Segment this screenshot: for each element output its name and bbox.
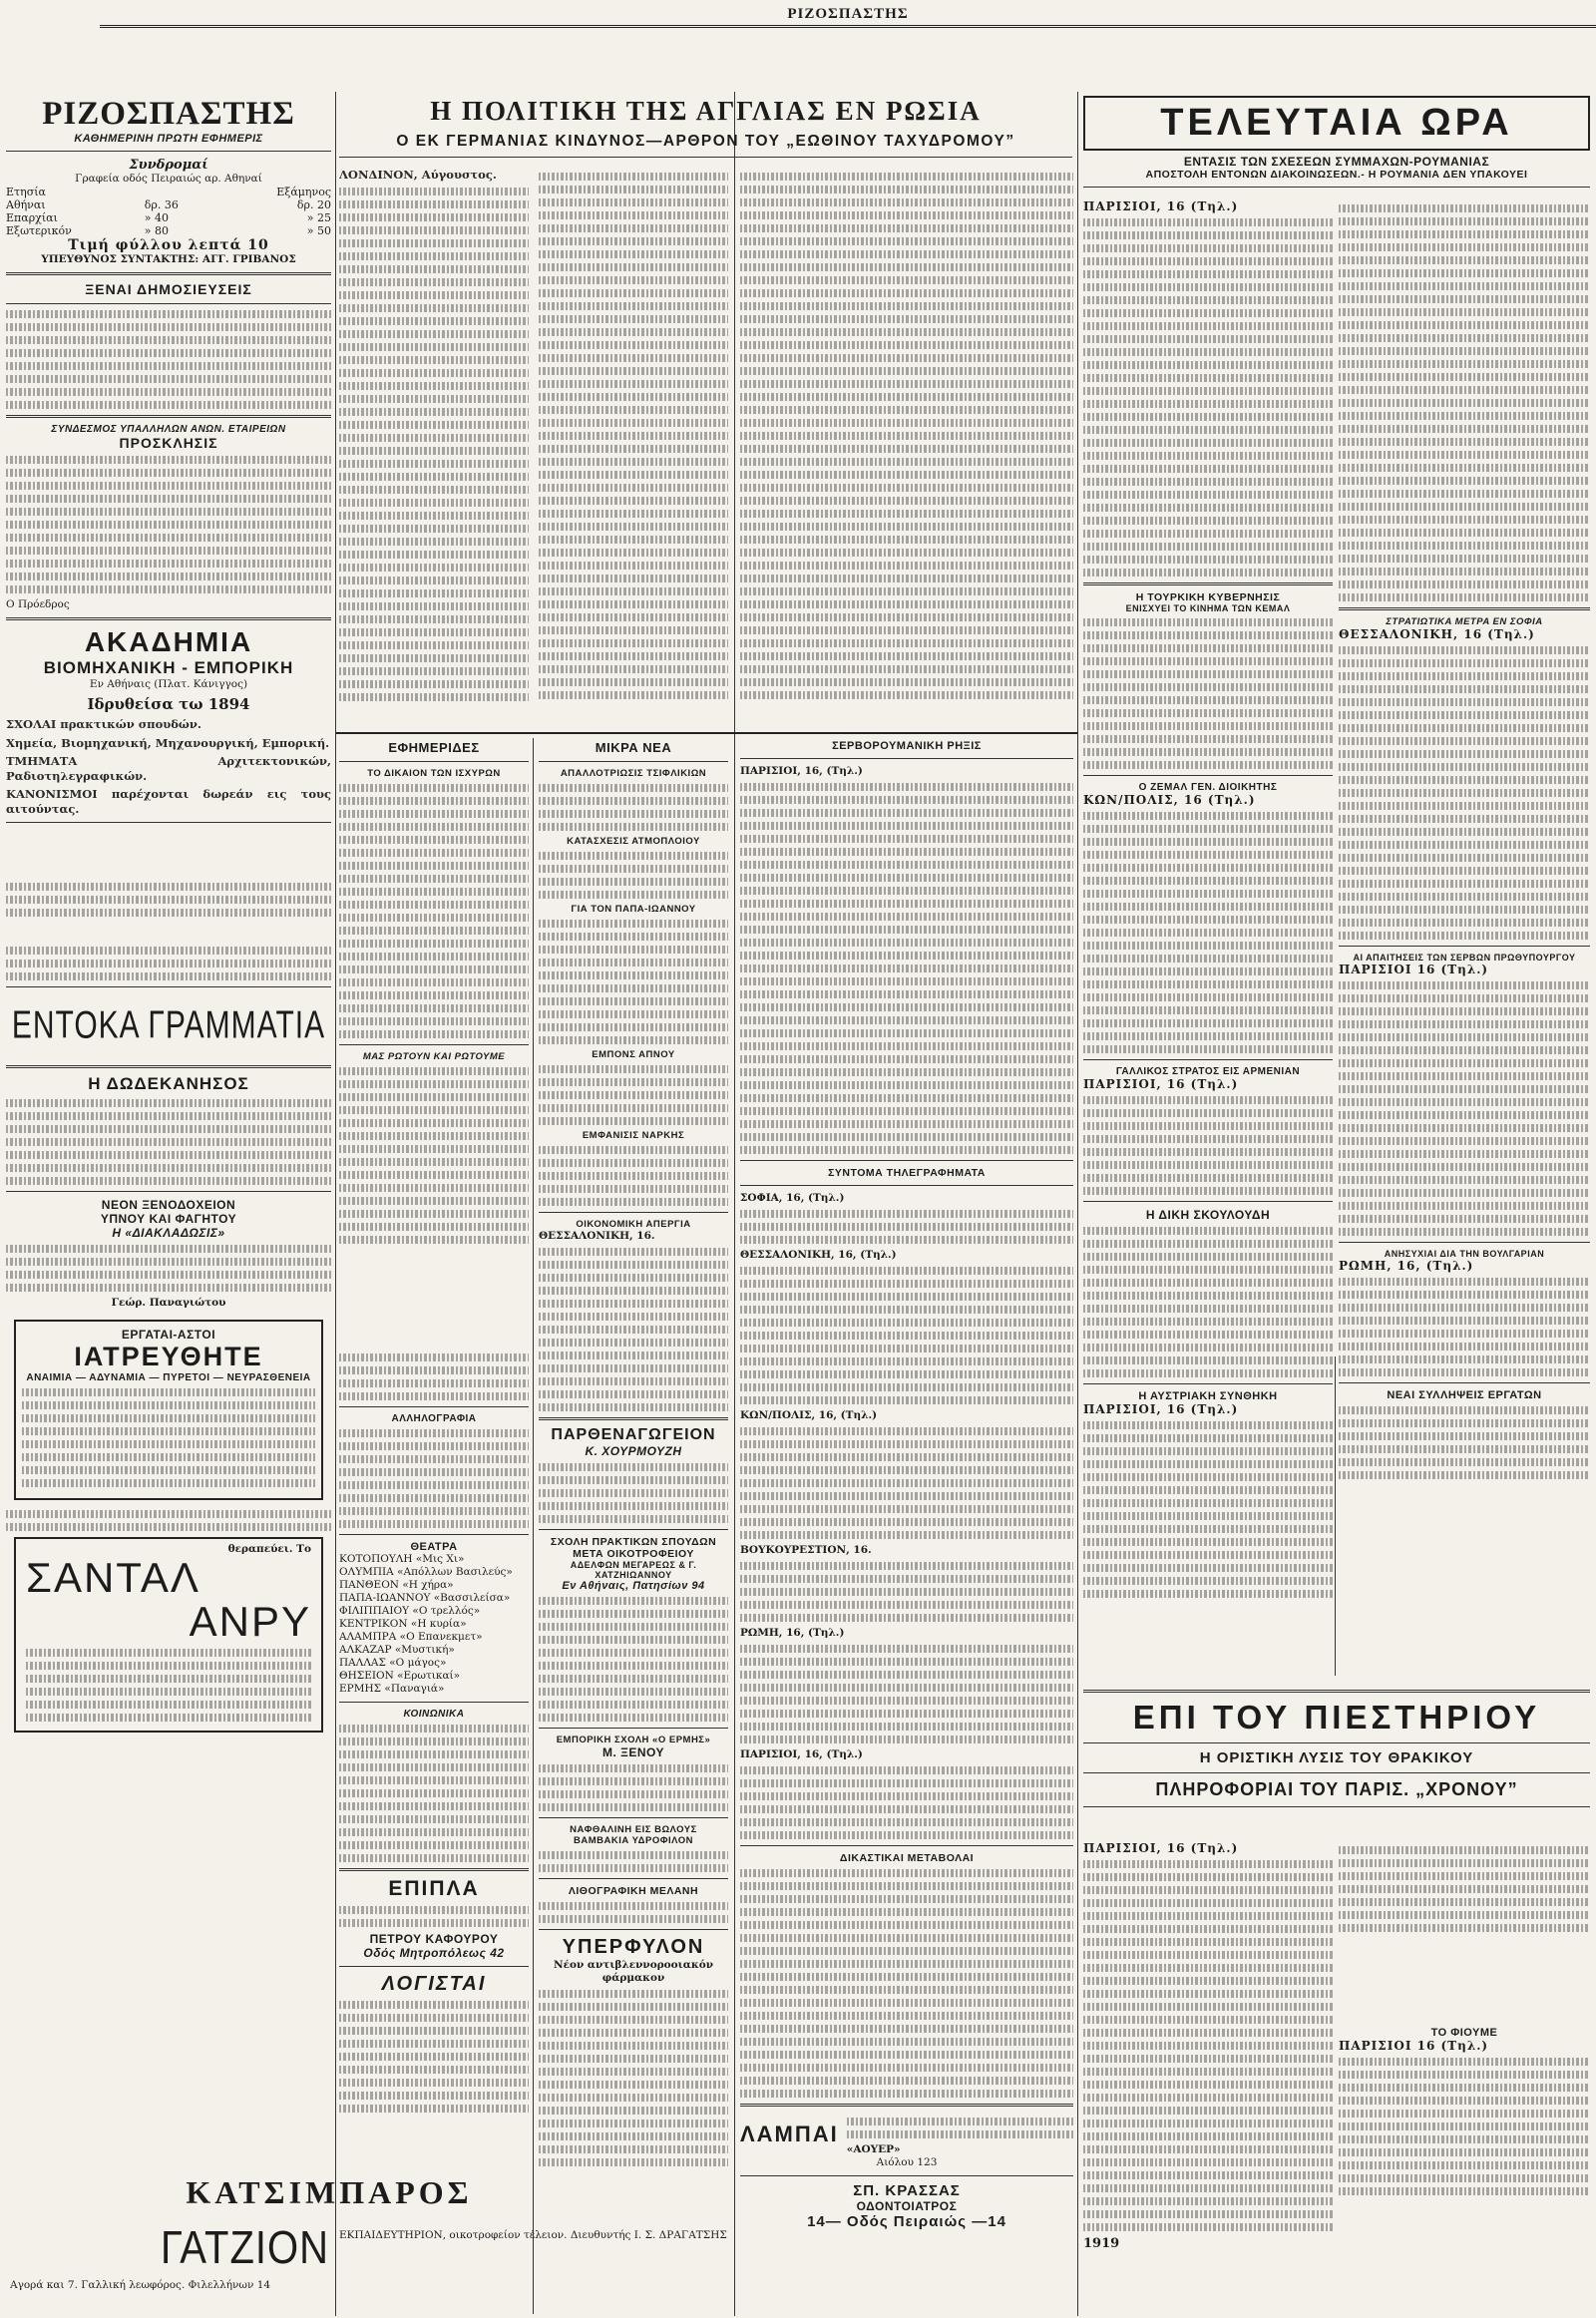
pliroforiai-title: ΠΛΗΡΟΦΟΡΙΑΙ ΤΟΥ ΠΑΡΙΣ. „ΧΡΟΝΟΥ” [1155,1779,1518,1799]
emporiki-title: ΕΜΠΟΡΙΚΗ ΣΧΟΛΗ «Ο ΕΡΜΗΣ» [556,1735,711,1745]
logistai-title: ΛΟΓΙΣΤΑΙ [381,1973,487,1995]
column-rule [533,738,534,2314]
teleftaia-banner [1083,96,1590,151]
main-title: Η ΠΟΛΙΤΙΚΗ ΤΗΣ ΑΓΓΛΙΑΣ ΕΝ ΡΩΣΙΑ [430,96,982,126]
dateline: ΡΩΜΗ, 16, (Τηλ.) [1339,1259,1474,1273]
teleftaia-title: ΤΕΛΕΥΤΑΙΑ ΩΡΑ [1160,102,1513,144]
column-2 [339,740,529,2118]
academy-line: ΚΑΝΟΝΙΣΜΟΙ παρέχονται δωρεάν εις τους αιτούντας. [6,787,331,816]
theatre-item: ΟΛΥΜΠΙΑ «Απόλλων Βασιλεύς» [339,1566,513,1578]
diki-title: Η ΔΙΚΗ ΣΚΟΥΛΟΥΔΗ [1145,1208,1271,1222]
gatzion-ad [10,2226,339,2292]
pliroforiai-col-a [1083,1841,1333,2251]
text-block [1339,204,1590,601]
dateline: ΡΩΜΗ, 16, (Τηλ.) [740,1627,845,1639]
text-block [539,1764,728,1811]
ad-sub: ΑΝΑΙΜΙΑ — ΑΔΥΝΑΜΙΑ — ΠΥΡΕΤΟΙ — ΝΕΥΡΑΣΘΕΝΕΙΑ [26,1372,311,1383]
teleftaia-sub1: ΕΝΤΑΣΙΣ ΤΩΝ ΣΧΕΣΕΩΝ ΣΥΜΜΑΧΩΝ-ΡΟΥΜΑΝΙΑΣ [1183,155,1490,169]
text-block [1083,1227,1333,1377]
theatre-item: ΘΗΣΕΙΟΝ «Ερωτικαί» [339,1670,461,1682]
text-block [740,1766,1073,1839]
text-block [740,1427,1073,1539]
column-rule [734,92,735,2316]
dateline: ΘΕΣΣΑΛΟΝΙΚΗ, 16. [539,1230,655,1242]
krassas-addr: 14— Οδός Πειραιώς —14 [807,2213,1006,2230]
krassas-title: ΣΠ. ΚΡΑΣΣΑΣ [853,2182,961,2199]
parthenagogeion-title: ΠΑΡΘΕΝΑΓΩΓΕΙΟΝ [551,1426,716,1443]
lithografiki-title: ΛΙΘΟΓΡΑΦΙΚΗ ΜΕΛΑΝΗ [568,1885,699,1897]
column-rule [1077,92,1078,2316]
katsimparos-ad [120,2174,539,2211]
text-block [539,920,728,1044]
right-subcol-a [1083,199,1333,1603]
dateline: ΠΑΡΙΣΙΟΙ, 16 (Τηλ.) [1083,1841,1239,1855]
dateline: ΠΑΡΙΣΙΟΙ, 16 (Τηλ.) [1083,199,1239,213]
dateline: ΠΑΡΙΣΙΟΙ, 16, (Τηλ.) [740,765,863,777]
teleftaia-sub2: ΑΠΟΣΤΟΛΗ ΕΝΤΟΝΩΝ ΔΙΑΚΟΙΝΩΣΕΩΝ.- Η ΡΟΥΜΑΝΙΑ ΔΕΝ ΥΠΑΚΟΥΕΙ [1145,169,1528,181]
emporiki-name: Μ. ΞΕΝΟΥ [601,1745,665,1759]
right-subcol-b [1339,199,1590,1484]
dateline: ΠΑΡΙΣΙΟΙ, 16 (Τηλ.) [1083,1077,1239,1091]
epipla-title: ΕΠΙΠΛΑ [388,1877,480,1900]
column-3 [539,740,728,2171]
dateline: ΠΑΡΙΣΙΟΙ 16 (Τηλ.) [1339,963,1489,976]
efimerides-title: ΕΦΗΜΕΡΙΔΕΣ [388,740,480,755]
text-block [1339,1406,1590,1479]
oristiki-title: Η ΟΡΙΣΤΙΚΗ ΛΥΣΙΣ ΤΟΥ ΘΡΑΚΙΚΟΥ [1199,1749,1474,1766]
academy-addr: Εν Αθήναις (Πλατ. Κάνιγγος) [89,678,248,690]
hotel-owner: Γεώρ. Παναγιώτου [111,1297,226,1309]
parthenagogeion-name: Κ. ΧΟΥΡΜΟΥΖΗ [585,1444,682,1458]
table-row: Ετησία Εξάμηνος [6,186,331,198]
right-column [1083,96,1590,193]
ad-title: ΣΑΝΤΑΛ [26,1554,200,1601]
academy-year: Ιδρυθείσα τω 1894 [87,695,250,713]
naftalini-title: ΝΑΦΘΑΛΙΝΗ ΕΙΣ ΒΩΛΟΥΣ [570,1824,697,1835]
table-row: Εξωτερικόν » 80 » 50 [6,224,331,237]
nameplate-subtitle: ΚΑΘΗΜΕΡΙΝΗ ΠΡΩΤΗ ΕΦΗΜΕΡΙΣ [74,133,263,145]
text-block [22,1388,315,1487]
ad-title: ΙΑΤΡΕΥΘΗΤΕ [74,1342,263,1371]
running-masthead: ΡΙΖΟΣΠΑΣΤΗΣ [100,6,1596,28]
text-block [1339,1846,1590,1932]
text-block [740,1562,1073,1622]
text-block [1083,1421,1333,1598]
news-item-title: ΕΜΠΟΝΣ ΑΠΝΟΥ [592,1049,675,1060]
school-title: ΣΧΟΛΗ ΠΡΑΚΤΙΚΩΝ ΣΠΟΥΔΩΝ [550,1536,717,1548]
hotel-sub: ΥΠΝΟΥ ΚΑΙ ΦΑΓΗΤΟΥ [100,1212,237,1226]
text-block [740,1267,1073,1404]
main-article-col1 [339,168,529,706]
text-block [339,1906,529,1927]
text-block [339,188,529,701]
table-row: Αθήναι δρ. 36 δρ. 20 [6,198,331,211]
bambakia-title: ΒΑΜΒΑΚΙΑ ΥΔΡΟΦΙΛΟΝ [574,1835,693,1846]
fioume-title: ΤΟ ΦΙΟΥΜΕ [1430,2027,1498,2039]
dateline: ΠΑΡΙΣΙΟΙ 16 (Τηλ.) [1339,2039,1489,2053]
ksema-title: Ο ΖΕΜΑΛ ΓΕΝ. ΔΙΟΙΚΗΤΗΣ [1138,782,1278,793]
dodecanese-title: Η ΔΩΔΕΚΑΝΗΣΟΣ [88,1074,249,1093]
ad-body [847,2113,1073,2156]
text-block [539,1990,728,2166]
school-note [339,2229,730,2242]
aystriaki-title: Η ΑΥΣΤΡΙΑΚΗ ΣΥΝΘΗΚΗ [1138,1390,1278,1402]
rotoun-title: ΜΑΣ ΡΩΤΟΥΝ ΚΑΙ ΡΩΤΟΥΜΕ [362,1051,506,1062]
krassas-sub: ΟΔΟΝΤΟΙΑΤΡΟΣ [856,2199,958,2213]
epipla-addr: Οδός Μητροπόλεως 42 [363,1946,505,1960]
news-item-title: ΚΑΤΑΣΧΕΣΙΣ ΑΤΜΟΠΛΟΙΟΥ [567,836,700,847]
dikastikai-title: ΔΙΚΑΣΤΙΚΑΙ ΜΕΤΑΒΟΛΑΙ [839,1852,975,1864]
apaitiseis-title: ΑΙ ΑΠΑΙΤΗΣΕΙΣ ΤΩΝ ΣΕΡΒΩΝ ΠΡΩΘΥΠΟΥΡΓΟΥ [1353,953,1576,963]
xenai-title: ΞΕΝΑΙ ΔΗΜΟΣΙΕΥΣΕΙΣ [85,281,252,297]
ad-title: ΓΑΤΖΙΟΝ [160,2226,329,2274]
koinonika-title: ΚΟΙΝΩΝΙΚΑ [403,1709,465,1720]
dateline: ΠΑΡΙΣΙΟΙ, 16, (Τηλ.) [740,1748,863,1760]
text-block [6,1245,331,1292]
dateline: ΠΑΡΙΣΙΟΙ, 16 (Τηλ.) [1083,1402,1239,1416]
dateline: ΘΕΣΣΑΛΟΝΙΚΗ, 16 (Τηλ.) [1339,627,1535,641]
dateline: ΒΟΥΚΟΥΡΕΣΤΙΟΝ, 16. [740,1544,872,1556]
theatre-item: ΠΑΝΘΕΟΝ «Η χήρα» [339,1579,454,1591]
ad-title: ΑΝΡΥ [189,1598,311,1645]
news-item-title: ΑΠΑΛΛΟΤΡΙΩΣΙΣ ΤΣΙΦΛΙΚΙΩΝ [560,768,707,779]
stratiotika-title: ΣΤΡΑΤΙΩΤΙΚΑ ΜΕΤΡΑ ΕΝ ΣΟΦΙΑ [1386,616,1543,627]
academy-sub: ΒΙΟΜΗΧΑΝΙΚΗ - ΕΜΠΟΡΙΚΗ [43,658,294,677]
column-rule [1335,1356,1336,1676]
ad-note: θεραπεύει. Το [227,1543,311,1555]
hotel-title: ΝΕΟΝ ΞΕΝΟΔΟΧΕΙΟΝ [101,1198,236,1212]
theatra-title: ΘΕΑΤΡΑ [410,1541,458,1553]
text-block [6,1099,331,1185]
epipla-shop: ΠΕΤΡΟΥ ΚΑΦΟΥΡΟΥ [369,1932,499,1946]
text-block [539,784,728,831]
academy-line: ΣΧΟΛΑΙ πρακτικών σπουδών. [6,717,201,731]
left-column [6,96,331,1738]
efimerides-sub: ΤΟ ΔΙΚΑΙΟΝ ΤΩΝ ΙΣΧΥΡΩΝ [367,768,501,779]
year-ref: 1919 [1083,2236,1120,2251]
union-sub: ΠΡΟΣΚΛΗΣΙΣ [119,435,218,451]
column-rule [335,92,336,2316]
text-block [539,1065,728,1125]
union-sign: Ο Πρόεδρος [6,598,70,610]
text-block [1083,1860,1333,2231]
school-names: ΑΔΕΛΦΩΝ ΜΕΓΑΡΕΩΣ & Γ. ΧΑΤΖΗΙΩΑΝΝΟΥ [570,1560,697,1580]
editor: ΥΠΕΥΘΥΝΟΣ ΣΥΝΤΑΚΤΗΣ: ΑΓΓ. ΓΡΙΒΑΝΟΣ [41,253,296,265]
piestirioy-title: ΕΠΙ ΤΟΥ ΠΙΕΣΤΗΡΙΟΥ [1132,1699,1541,1736]
ad-addr: Αγορά και 7. Γαλλική λεωφόρος. Φιλελλήνων 14 [10,2279,271,2291]
ad-title: ΛΑΜΠΑΙ [740,2122,839,2146]
theatre-item: ΠΑΠΑ-ΙΩΑΝΝΟΥ «Βασσιλείσα» [339,1592,511,1604]
text-block [847,2118,1073,2138]
text-block [740,1869,1073,2098]
section-rule [336,732,1077,734]
hotel-name: Η «ΔΙΑΚΛΑΔΩΣΙΣ» [112,1226,225,1240]
text-block [339,1353,529,1400]
text-block [1339,2058,1590,2195]
text-block [539,1248,728,1411]
tourkiki-sub: ΕΝΙΣΧΥΕΙ ΤΟ ΚΙΝΗΜΑ ΤΩΝ ΚΕΜΑΛ [1125,603,1291,613]
ad-addr: Αιόλου 123 [876,2156,938,2168]
subscription-table [6,186,331,237]
text-block [6,1510,331,1531]
dateline: ΛΟΝΔΙΝΟΝ, Αύγουστος. [339,168,497,182]
text-block [339,784,529,1038]
text-block [339,2001,529,2113]
union-title: ΣΥΝΔΕΣΜΟΣ ΥΠΑΛΛΗΛΩΝ ΑΝΩΝ. ΕΤΑΙΡΕΙΩΝ [51,424,286,435]
theatre-item: ΚΟΤΟΠΟΥΛΗ «Μις Χι» [339,1553,465,1565]
theatre-item: ΚΕΝΤΡΙΚΟΝ «Η κυρία» [339,1618,467,1630]
text-block [539,852,728,899]
bottom-note: ΕΚΠΑΙΔΕΥΤΗΡΙΟΝ, οικοτροφείον τέλειον. Διευθυντής Ι. Σ. ΔΡΑΓΑΤΣΗΣ [339,2229,727,2241]
ad-santal [14,1537,323,1733]
theatre-item: ΑΛΚΑΖΑΡ «Μυστική» [339,1644,455,1656]
gallikos-title: ΓΑΛΛΙΚΟΣ ΣΤΡΑΤΟΣ ΕΙΣ ΑΡΜΕΝΙΑΝ [1115,1066,1301,1077]
ad-sub: «ΑΟΥΕΡ» [846,2143,901,2155]
text-block [740,173,1073,699]
theatre-item: ΠΑΛΛΑΣ «Ο μάγος» [339,1657,447,1669]
main-subtitle: Ο ΕΚ ΓΕΡΜΑΝΙΑΣ ΚΙΝΔΥΝΟΣ—ΑΡΘΡΟΝ ΤΟΥ „ΕΩΘΙΝΟΥ ΤΑΧΥΔΡΟΜΟΥ” [396,133,1015,150]
text-block [26,1649,311,1722]
dateline: ΚΩΝ/ΠΟΛΙΣ, 16, (Τηλ.) [740,1409,878,1421]
school-addr: Εν Αθήναις, Πατησίων 94 [562,1580,705,1592]
mikra-nea-title: ΜΙΚΡΑ ΝΕΑ [595,740,672,755]
text-block [539,1902,728,1923]
yperfylon-title: ΥΠΕΡΦΥΛΟΝ [562,1936,705,1958]
text-block [6,883,331,917]
nameplate: ΡΙΖΟΣΠΑΣΤΗΣ [42,96,295,132]
entoka-title: ΕΝΤΟΚΑ ΓΡΑΜΜΑΤΙΑ [11,1003,326,1047]
text-block [740,783,1073,1154]
text-block [539,1851,728,1872]
ad-iatreuthite [14,1320,323,1500]
text-block [1083,1096,1333,1195]
text-block [1339,981,1590,1236]
lampai-ad [740,2113,1073,2156]
school-sub: ΜΕΤΑ ΟΙΚΟΤΡΟΦΕΙΟΥ [573,1548,694,1560]
dateline: ΘΕΣΣΑΛΟΝΙΚΗ, 16, (Τηλ.) [740,1249,897,1261]
ad-label: ΕΡΓΑΤΑΙ-ΑΣΤΟΙ [121,1328,216,1342]
academy-title: ΑΚΑΔΗΜΙΑ [84,626,253,657]
text-block [339,1725,529,1862]
theatre-item: ΑΛΑΜΠΡΑ «Ο Επανεκμετ» [339,1631,483,1643]
text-block [1083,812,1333,1053]
serb-title: ΣΕΡΒΟΡΟΥΜΑΝΙΚΗ ΡΗΞΙΣ [832,740,982,752]
main-article-col2 [539,168,728,704]
main-headline [339,96,1072,164]
theatre-item: ΕΡΜΗΣ «Παναγιά» [339,1683,445,1695]
text-block [1339,646,1590,940]
dateline: ΣΟΦΙΑ, 16, (Τηλ.) [740,1192,845,1204]
text-block [6,947,331,980]
text-block [6,456,331,593]
text-block [6,310,331,409]
pliroforiai-col-b [1339,1841,1590,2200]
table-row: Επαρχίαι » 40 » 25 [6,211,331,224]
theatre-item: ΦΙΛΙΠΠΑΙΟΥ «Ο τρελλός» [339,1605,481,1617]
text-block [740,1210,1073,1244]
text-block [339,1429,529,1528]
apergia-title: ΟΙΚΟΝΟΜΙΚΗ ΑΠΕΡΓΙΑ [576,1219,691,1230]
text-block [539,173,728,699]
text-block [539,1597,728,1722]
text-block [740,1645,1073,1743]
anisychia-title: ΑΝΗΣΥΧΙΑΙ ΔΙΑ ΤΗΝ ΒΟΥΛΓΑΡΙΑΝ [1384,1249,1545,1259]
text-block [1339,1278,1590,1376]
academy-line: ΤΜΗΜΑΤΑ Αρχιτεκτονικών, Ραδιοτηλεγραφικών. [6,754,331,783]
news-item-title: ΓΙΑ ΤΟΝ ΠΑΠΑ-ΙΩΑΝΝΟΥ [571,904,696,915]
subscription-note: Γραφεία οδός Πειραιώς αρ. Αθηναί [75,173,262,185]
column-4 [740,740,1073,2230]
yperfylon-sub: Νέον αντιβλεννοροοιακόν φάρμακον [553,1959,714,1984]
text-block [1083,618,1333,769]
allilografia-title: ΑΛΛΗΛΟΓΡΑΦΙΑ [391,1413,477,1424]
news-item-title: ΕΜΦΑΝΙΣΙΣ ΝΑΡΚΗΣ [582,1130,685,1141]
syllipseis-title: ΝΕΑΙ ΣΥΛΛΗΨΕΙΣ ΕΡΓΑΤΩΝ [1387,1389,1542,1401]
tourkiki-title: Η ΤΟΥΡΚΙΚΗ ΚΥΒΕΡΝΗΣΙΣ [1135,591,1281,603]
text-block [539,1146,728,1206]
text-block [339,1067,529,1244]
subscription-title: Συνδρομαί [129,158,208,173]
piestirioy-section [1083,1684,1590,1813]
ad-title: ΚΑΤΣΙΜΠΑΡΟΣ [186,2174,473,2210]
main-article-col3 [740,168,1073,704]
dateline: ΚΩΝ/ΠΟΛΙΣ, 16 (Τηλ.) [1083,793,1256,807]
academy-line: Χημεία, Βιομηχανική, Μηχανουργική, Εμπορική. [6,735,330,750]
syntoma-title: ΣΥΝΤΟΜΑ ΤΗΛΕΓΡΑΦΗΜΑΤΑ [828,1167,986,1179]
text-block [1083,218,1333,577]
price: Τιμή φύλλου λεπτά 10 [68,237,269,253]
text-block [539,1463,728,1523]
